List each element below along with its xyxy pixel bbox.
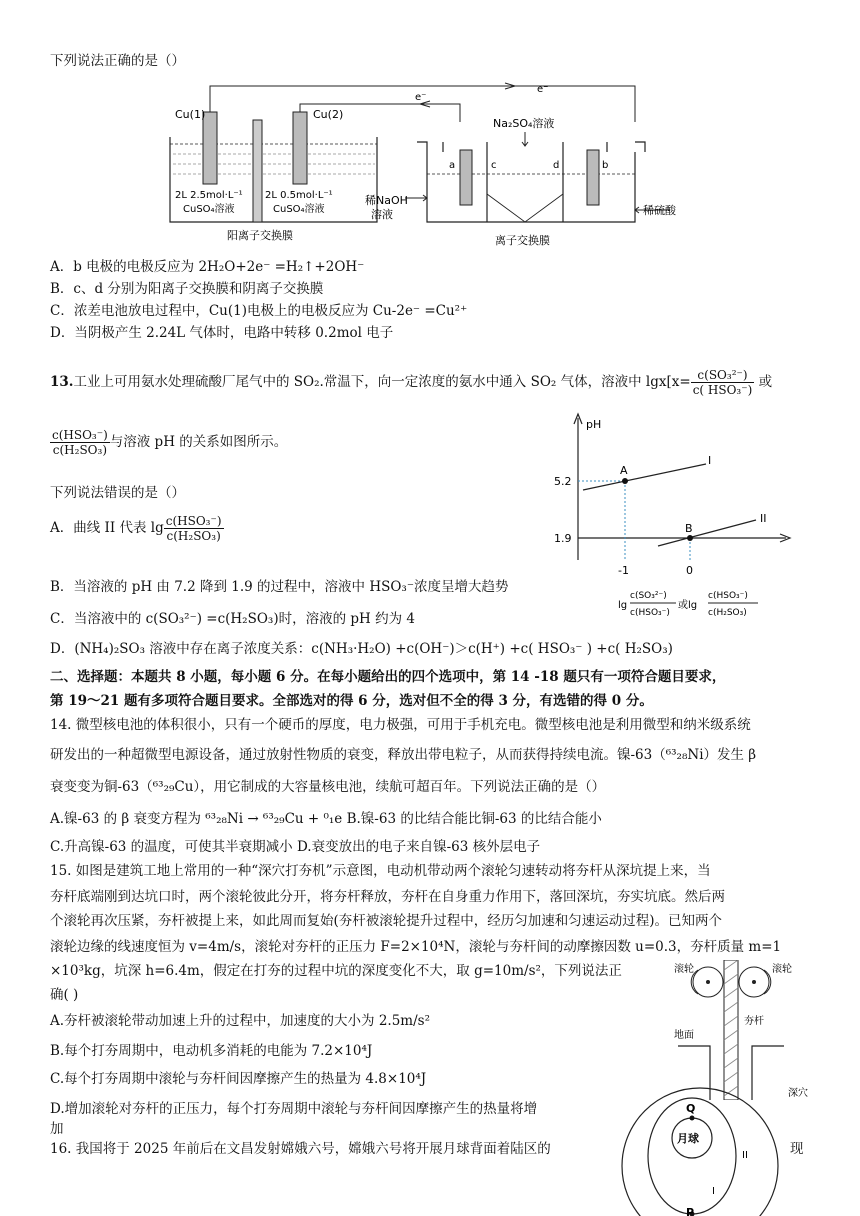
y-tick-5-2: 5.2 xyxy=(554,475,572,488)
xlabel-num1: c(SO₃²⁻) xyxy=(630,591,667,601)
moon-label: 月球 xyxy=(677,1132,699,1145)
q15-line2: 夯杆底端刚到达坑口时，两个滚轮彼此分开，将夯杆释放，夯杆在自身重力作用下，落回深坑，夯实坑底。然后两 xyxy=(50,889,725,905)
q12-option-a: A．b 电极的电极反应为 2H₂O+2e⁻ =H₂↑+2OH⁻ xyxy=(50,259,365,275)
xlabel-num2: c(HSO₃⁻) xyxy=(708,591,748,601)
q13-stem2: 与溶液 pH 的关系如图所示。 xyxy=(109,434,288,450)
pit-label: 深穴 xyxy=(788,1088,808,1099)
q15-option-c: C.每个打夯周期中滚轮与夯杆间因摩擦产生的热量为 4.8×10⁴J xyxy=(50,1071,427,1087)
orbit-figure xyxy=(620,1076,790,1216)
q13-stem-line2 xyxy=(50,428,287,457)
q13-a-frac xyxy=(164,514,224,543)
y-label: pH xyxy=(586,418,602,431)
q12-option-b: B．c、d 分别为阳离子交换膜和阴离子交换膜 xyxy=(50,281,324,297)
q15-line4: 滚轮边缘的线速度恒为 v=4m/s，滚轮对夯杆的正压力 F=2×10⁴N，滚轮与夯杆间的动摩擦因数 u=0.3，夯杆质量 m=1 xyxy=(50,939,782,955)
q14-line3: 衰变变为铜-63（⁶³₂₉Cu），用它制成的大容量核电池，续航可超百年。下列说法正确的是（） xyxy=(50,779,606,795)
q15-line1: 15. 如图是建筑工地上常用的一种“深穴打夯机”示意图，电动机带动两个滚轮匀速转动将夯杆从深坑提上来，当 xyxy=(50,863,711,879)
q15-option-a: A.夯杆被滚轮带动加速上升的过程中，加速度的大小为 2.5m/s² xyxy=(50,1013,430,1029)
q15-line6: 确( ) xyxy=(50,987,79,1003)
q13-or: 或 xyxy=(758,374,773,390)
xlabel-or: 或lg xyxy=(678,600,698,611)
intro-line: 下列说法正确的是（） xyxy=(50,53,185,69)
q14-line2: 研发出的一种超微型电源设备，通过放射性物质的衰变，释放出带电粒子，从而获得持续电流。镍-63（⁶³₂₈Ni）发生 β xyxy=(50,747,757,763)
frac2-denominator: c(H₂SO₃) xyxy=(52,443,107,457)
orbit-II-label: II xyxy=(742,1150,748,1161)
flow-arrows xyxy=(405,132,670,213)
electrode-a xyxy=(460,150,472,205)
frac1-numerator: c(SO₃²⁻) xyxy=(691,368,755,383)
ground-label: 地面 xyxy=(674,1030,694,1041)
right-tank xyxy=(417,142,645,222)
label-point-B: B xyxy=(685,522,693,535)
naoh-line1: 稀NaOH xyxy=(365,194,408,207)
sol1-line2: CuSO₄溶液 xyxy=(183,204,235,215)
orbit-I-label: I xyxy=(712,1186,715,1197)
frac1-denominator: c( HSO₃⁻) xyxy=(692,383,753,397)
point-A xyxy=(622,478,628,484)
label-Q: Q xyxy=(686,1102,696,1115)
naoh-line2: 溶液 xyxy=(371,208,393,221)
acid-label: 稀硫酸 xyxy=(643,204,676,217)
curve-I xyxy=(583,464,706,490)
x-tick-0: 0 xyxy=(686,564,693,577)
cation-membrane xyxy=(253,120,262,222)
q13-a-prefix: A．曲线 II 代表 lg xyxy=(50,520,164,536)
q15-option-d-line2: 加 xyxy=(50,1121,64,1137)
q15-option-b: B.每个打夯周期中，电动机多消耗的电能为 7.2×10⁴J xyxy=(50,1043,373,1059)
cu1-electrode xyxy=(203,112,217,184)
label-point-A: A xyxy=(620,464,628,477)
sol2-line2: CuSO₄溶液 xyxy=(273,204,325,215)
membrane-right-label: 离子交换膜 xyxy=(495,234,550,247)
q15-line5: ×10³kg，坑深 h=6.4m，假定在打夯的过程中坑的深度变化不大，取 g=10m/s²，下列说法正 xyxy=(50,963,622,979)
na2so4-label: Na₂SO₄溶液 xyxy=(493,117,555,130)
cu1-label: Cu(1) xyxy=(175,108,206,121)
sol2-line1: 2L 0.5mol·L⁻¹ xyxy=(265,190,333,201)
q13-frac2 xyxy=(50,428,110,457)
membrane-left-label: 阳离子交换膜 xyxy=(227,229,293,242)
q13-option-a xyxy=(50,514,224,543)
xlabel-den1: c(HSO₃⁻) xyxy=(630,608,670,618)
rod-label: 夯杆 xyxy=(744,1016,764,1027)
xlabel-prefix: lg xyxy=(618,600,628,611)
e-top-label: e⁻ xyxy=(537,84,549,95)
q15-line3: 个滚轮再次压紧，夯杆被提上来，如此周而复始(夯杆被滚轮提升过程中，经历匀加速和匀速运动过程)。已知两个 xyxy=(50,913,723,929)
section2-line2: 第 19～21 题有多项符合题目要求。全部选对的得 6 分，选对但不全的得 3 分，有选错的得 0 分。 xyxy=(50,693,653,709)
xlabel-den2: c(H₂SO₃) xyxy=(708,608,747,618)
a-frac-numerator: c(HSO₃⁻) xyxy=(165,514,222,528)
y-tick-1-9: 1.9 xyxy=(554,532,572,545)
electrode-b xyxy=(587,150,599,205)
label-a: a xyxy=(449,160,456,171)
q14-option-ab: A.镍-63 的 β 衰变方程为 ⁶³₂₈Ni → ⁶³₂₉Cu + ⁰₁e B.镍-63 的比结合能比铜-63 的比结合能小 xyxy=(50,811,602,827)
label-b: b xyxy=(602,160,609,171)
a-frac-denominator: c(H₂SO₃) xyxy=(166,529,221,543)
label-c: c xyxy=(491,160,497,171)
q16-line1: 16. 我国将于 2025 年前后在文昌发射嫦娥六号，嫦娥六号将开展月球背面着陆区的 xyxy=(50,1141,551,1157)
q13-stem-line1 xyxy=(50,368,772,397)
sol1-line1: 2L 2.5mol·L⁻¹ xyxy=(175,190,243,201)
point-Q xyxy=(690,1116,695,1121)
q13-stem1: 工业上可用氨水处理硫酸厂尾气中的 SO₂.常温下，向一定浓度的氨水中通入 SO₂ 气体，溶液中 lgx[x= xyxy=(73,374,691,390)
electrochem-figure xyxy=(165,82,685,250)
e-mid-label: e⁻ xyxy=(415,92,427,103)
q13-ask: 下列说法错误的是（） xyxy=(50,485,185,501)
label-curve-I: I xyxy=(708,454,712,467)
roller-right-label: 滚轮 xyxy=(772,964,792,975)
q13-option-b: B．当溶液的 pH 由 7.2 降到 1.9 的过程中，溶液中 HSO₃⁻浓度呈增大趋势 xyxy=(50,579,509,595)
curve-II xyxy=(658,520,756,546)
q16-line1-tail: 现 xyxy=(790,1141,804,1157)
label-P: P xyxy=(686,1206,695,1216)
q12-option-c: C．浓差电池放电过程中，Cu(1)电极上的电极反应为 Cu-2e⁻ =Cu²⁺ xyxy=(50,303,468,319)
label-d: d xyxy=(553,160,560,171)
q13-frac1 xyxy=(691,368,755,397)
label-curve-II: II xyxy=(760,512,767,525)
cu2-label: Cu(2) xyxy=(313,108,344,121)
q14-option-cd: C.升高镍-63 的温度，可使其半衰期减小 D.衰变放出的电子来自镍-63 核外层电子 xyxy=(50,839,541,855)
x-tick-neg1: -1 xyxy=(618,564,629,577)
frac2-numerator: c(HSO₃⁻) xyxy=(52,428,108,442)
point-B xyxy=(687,535,693,541)
q15-option-d-line1: D.增加滚轮对夯杆的正压力，每个打夯周期中滚轮与夯杆间因摩擦产生的热量将增 xyxy=(50,1101,538,1117)
roller-left-label: 滚轮 xyxy=(674,964,694,975)
q12-option-d: D．当阴极产生 2.24L 气体时，电路中转移 0.2mol 电子 xyxy=(50,325,394,341)
cu2-electrode xyxy=(293,112,307,184)
q14-line1: 14. 微型核电池的体积很小，只有一个硬币的厚度，电力极强，可用于手机充电。微型核电池是利用微型和纳米级系统 xyxy=(50,717,751,733)
section2-line1: 二、选择题：本题共 8 小题，每小题 6 分。在每小题给出的四个选项中，第 14 -18 题只有一项符合题目要求， xyxy=(50,669,726,685)
q13-number: 13. xyxy=(50,374,74,390)
q13-option-c: C．当溶液中的 c(SO₃²⁻) =c(H₂SO₃)时，溶液的 pH 约为 4 xyxy=(50,611,415,627)
ph-graph xyxy=(548,410,810,640)
q13-option-d: D．(NH₄)₂SO₃ 溶液中存在离子浓度关系：c(NH₃·H₂O) +c(OH⁻)＞c(H⁺) +c( HSO₃⁻ ) +c( H₂SO₃) xyxy=(50,641,673,657)
